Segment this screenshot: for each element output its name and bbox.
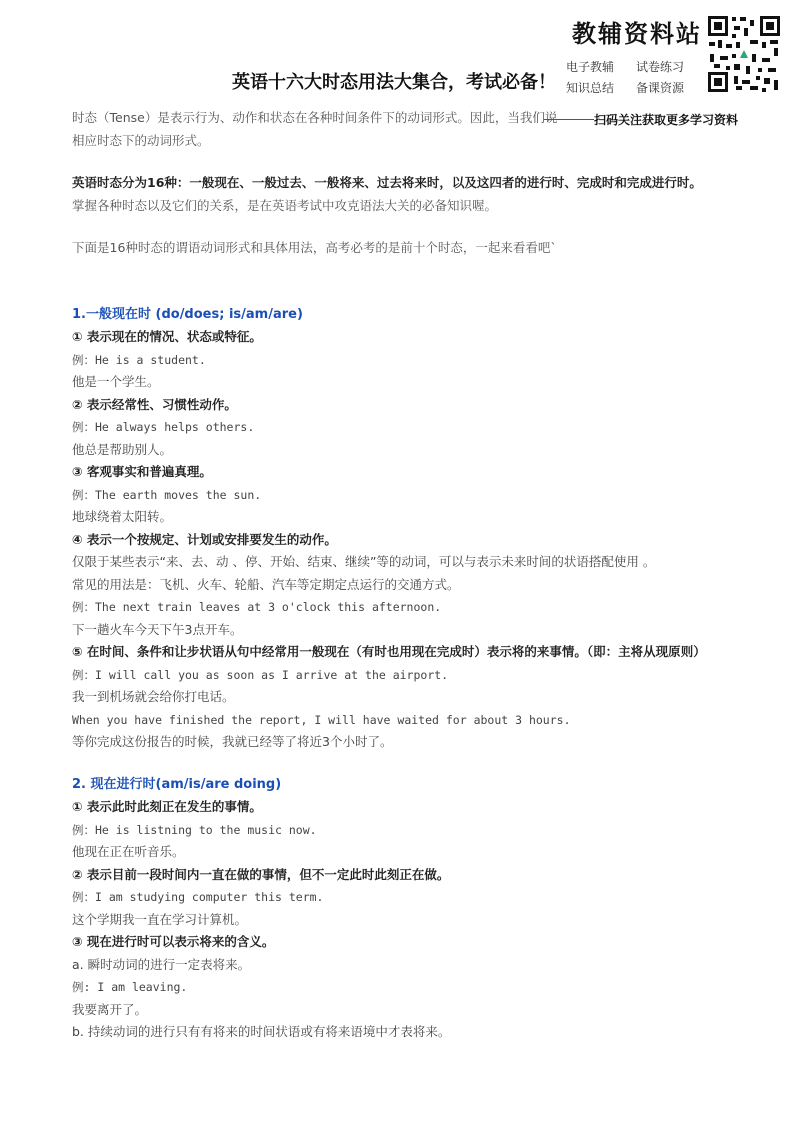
example-line: 例：The earth moves the sun. bbox=[72, 487, 262, 502]
rule-heading: ⑤ 在时间、条件和让步状语从句中经常用一般现在（有时也用现在完成时）表示将的来事情。（即：主将从现原则） bbox=[72, 644, 706, 659]
rule-heading: ① 表示此时此刻正在发生的事情。 bbox=[72, 799, 262, 814]
scan-notice-text: 扫码关注获取更多学习资料 bbox=[594, 113, 739, 127]
example-line: 例：He is a student. bbox=[72, 352, 206, 367]
explanation-line: 仅限于某些表示“来、去、动 、停、开始、结束、继续”等的动词，可以与表示未来时间的状语搭配使用 。 bbox=[72, 554, 656, 569]
intro-line: 掌握各种时态以及它们的关系，是在英语考试中攻克语法大关的必备知识喔。 bbox=[72, 197, 498, 213]
intro-line: 相应时态下的动词形式。 bbox=[72, 132, 210, 148]
example-line: When you have finished the report, I will have waited for about 3 hours. bbox=[72, 712, 571, 727]
tag: 备课资源 bbox=[636, 81, 685, 95]
explanation-line: 常见的用法是：飞机、火车、轮船、汽车等定期定点运行的交通方式。 bbox=[72, 576, 460, 592]
example-line: 例：The next train leaves at 3 o'clock this afternoon. bbox=[72, 600, 442, 614]
example-line: 例：He always helps others. bbox=[72, 420, 255, 434]
intro-line: 下面是16种时态的谓语动词形式和具体用法，高考必考的是前十个时态，一起来看看吧` bbox=[72, 240, 557, 255]
intro-highlight: 英语时态分为16种：一般现在、一般过去、一般将来、过去将来时，以及这四者的进行时、完成时和完成进行时。 bbox=[72, 175, 702, 190]
section-title: 2. 现在进行时(am/is/are doing) bbox=[72, 776, 282, 792]
document-body bbox=[72, 107, 752, 1044]
rule-heading: ③ 现在进行时可以表示将来的含义。 bbox=[72, 934, 275, 949]
example-line: 例：I will call you as soon as I arrive at the airport. bbox=[72, 667, 449, 682]
rule-heading: ① 表示现在的情况、状态或特征。 bbox=[72, 329, 262, 344]
rule-heading: ② 表示经常性、习惯性动作。 bbox=[72, 396, 237, 412]
example-line: 例: I am leaving. bbox=[72, 980, 188, 994]
translation-line: 下一趟火车今天下午3点开车。 bbox=[72, 621, 243, 637]
translation-line: 我一到机场就会给你打电话。 bbox=[72, 689, 235, 704]
rule-heading: ④ 表示一个按规定、计划或安排要发生的动作。 bbox=[72, 531, 337, 547]
qr-code-icon[interactable] bbox=[706, 14, 782, 94]
tag: 试卷练习 bbox=[636, 60, 685, 74]
translation-line: 这个学期我一直在学习计算机。 bbox=[72, 911, 248, 927]
tag: 知识总结 bbox=[566, 81, 615, 95]
tag: 电子教辅 bbox=[566, 60, 615, 74]
scan-notice bbox=[594, 111, 738, 128]
explanation-line: a. 瞬时动词的进行一定表将来。 bbox=[72, 956, 251, 972]
rule-heading: ③ 客观事实和普遍真理。 bbox=[72, 464, 212, 479]
translation-line: 他现在正在听音乐。 bbox=[72, 844, 185, 859]
example-line: 例：He is listning to the music now. bbox=[72, 822, 317, 837]
rule-heading: ② 表示目前一段时间内一直在做的事情，但不一定此时此刻正在做。 bbox=[72, 866, 450, 882]
example-line: 例：I am studying computer this term. bbox=[72, 890, 324, 904]
translation-line: 他是一个学生。 bbox=[72, 374, 160, 389]
translation-line: 我要离开了。 bbox=[72, 1001, 148, 1017]
translation-line: 他总是帮助别人。 bbox=[72, 441, 173, 457]
section-title: 1.一般现在时 (do/does; is/am/are) bbox=[72, 306, 303, 322]
translation-line: 地球绕着太阳转。 bbox=[72, 509, 173, 524]
brand-tags bbox=[566, 58, 696, 96]
document-title: 英语十六大时态用法大集合，考试必备！ bbox=[232, 72, 556, 93]
explanation-line: b. 持续动词的进行只有有将来的时间状语或有将来语境中才表将来。 bbox=[72, 1024, 451, 1039]
translation-line: 等你完成这份报告的时候，我就已经等了将近3个小时了。 bbox=[72, 734, 393, 749]
brand-name: 教辅资料站 bbox=[572, 20, 702, 48]
intro-line: 时态（Tense）是表示行为、动作和状态在各种时间条件下的动词形式。因此，当我们说 bbox=[72, 110, 558, 125]
